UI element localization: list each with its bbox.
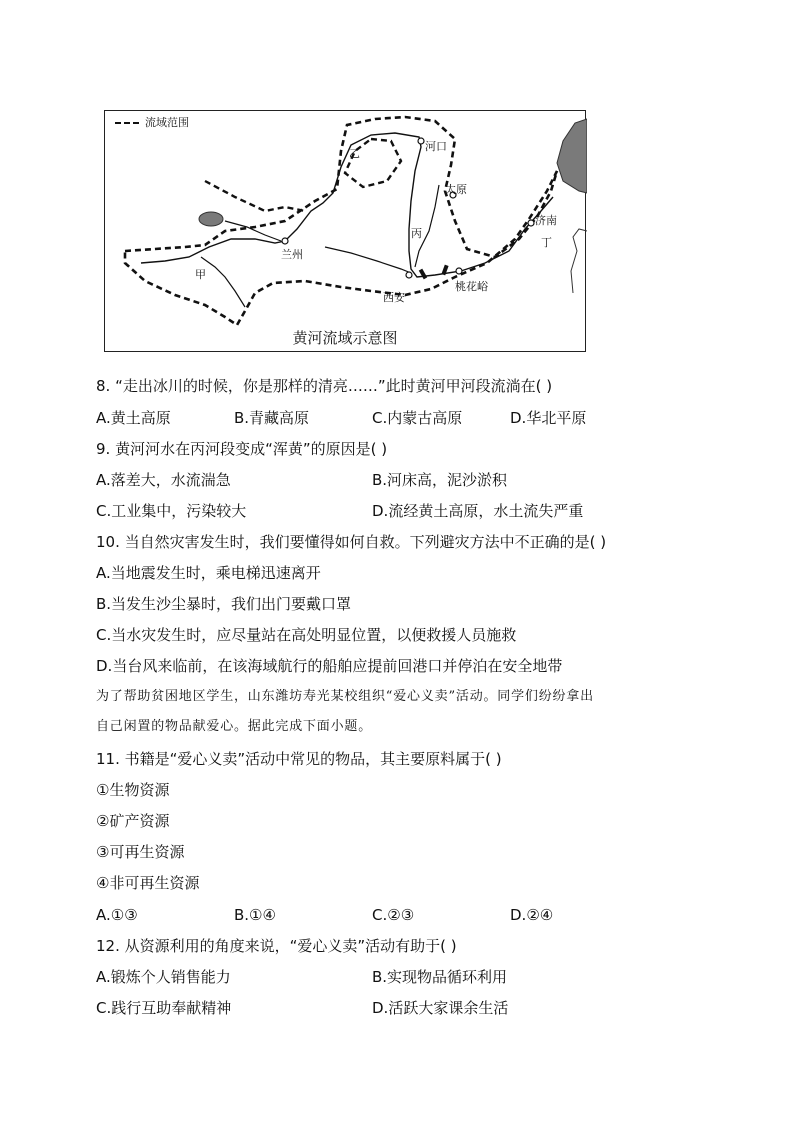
q12-option-c: C.践行互助奉献精神 [96, 999, 232, 1017]
label-xian: 西安 [383, 291, 405, 304]
label-ding: 丁 [541, 236, 552, 249]
passage-line-2: 自己闲置的物品献爱心。据此完成下面小题。 [96, 719, 373, 734]
q12-option-a: A.锻炼个人销售能力 [96, 968, 231, 986]
q12-option-d: D.活跃大家课余生活 [372, 999, 509, 1017]
q8-option-a: A.黄土高原 [96, 409, 171, 427]
q8-option-b: B.青藏高原 [234, 409, 310, 427]
q12-stem: 12. 从资源利用的角度来说，“爱心义卖”活动有助于( ) [96, 937, 457, 955]
coastline-south [571, 229, 587, 293]
q10-option-d: D.当台风来临前，在该海域航行的船舶应提前回港口并停泊在安全地带 [96, 657, 563, 675]
q11-option-a: A.①③ [96, 906, 138, 924]
q10-stem: 10. 当自然灾害发生时，我们要懂得如何自救。下列避灾方法中不正确的是( ) [96, 533, 607, 551]
dam-marker-1 [419, 269, 427, 280]
q9-stem: 9. 黄河河水在丙河段变成“浑黄”的原因是( ) [96, 440, 388, 458]
q11-item-1: ①生物资源 [96, 781, 170, 799]
basin-boundary [125, 117, 557, 325]
hekou-marker [418, 138, 424, 144]
q10-option-c: C.当水灾发生时，应尽量站在高处明显位置，以便救援人员施救 [96, 626, 517, 644]
inner-boundary [205, 181, 305, 211]
jinan-marker [528, 220, 534, 226]
q11-option-b: B.①④ [234, 906, 276, 924]
label-taiyuan: 太原 [445, 183, 467, 196]
q11-stem: 11. 书籍是“爱心义卖”活动中常见的物品，其主要原料属于( ) [96, 750, 502, 768]
map-drawing [105, 111, 587, 353]
q8-option-c: C.内蒙古高原 [372, 409, 463, 427]
legend-label: 流域范围 [145, 116, 189, 129]
q8-option-d: D.华北平原 [510, 409, 587, 427]
q11-item-4: ④非可再生资源 [96, 874, 200, 892]
q8-stem: 8. “走出冰川的时候，你是那样的清亮……”此时黄河甲河段流淌在( ) [96, 377, 553, 395]
q12-option-b: B.实现物品循环利用 [372, 968, 508, 986]
label-hekou: 河口 [425, 140, 447, 153]
legend-dash-sample [115, 122, 139, 124]
map-title: 黄河流域示意图 [292, 329, 398, 347]
q11-item-3: ③可再生资源 [96, 843, 185, 861]
yellow-river-map [104, 110, 586, 352]
q11-item-2: ②矿产资源 [96, 812, 170, 830]
q10-option-a: A.当地震发生时，乘电梯迅速离开 [96, 564, 321, 582]
label-jia: 甲 [195, 268, 206, 281]
lanzhou-marker [282, 238, 288, 244]
passage-line-1: 为了帮助贫困地区学生，山东潍坊寿光某校组织“爱心义卖”活动。同学们纷纷拿出 [96, 689, 594, 704]
tributary-wei [325, 247, 411, 273]
q9-option-c: C.工业集中，污染较大 [96, 502, 247, 520]
label-jinan: 济南 [535, 214, 557, 227]
qinghai-lake-shape [199, 212, 223, 226]
q9-option-b: B.河床高，泥沙淤积 [372, 471, 508, 489]
q11-option-d: D.②④ [510, 906, 554, 924]
label-yi: 乙 [349, 147, 360, 160]
tributary-fen [415, 185, 439, 267]
label-lanzhou: 兰州 [281, 248, 303, 261]
bohai-sea-shape [557, 119, 587, 193]
q10-option-b: B.当发生沙尘暴时，我们出门要戴口罩 [96, 595, 352, 613]
label-bing: 丙 [411, 227, 422, 240]
yellow-river-main [141, 133, 553, 277]
taohuayu-marker [456, 268, 462, 274]
q11-option-c: C.②③ [372, 906, 415, 924]
tributary-tao [201, 257, 245, 307]
xian-marker [406, 272, 412, 278]
q9-option-a: A.落差大，水流湍急 [96, 471, 231, 489]
label-taohuayu: 桃花峪 [455, 280, 488, 293]
q9-option-d: D.流经黄土高原，水土流失严重 [372, 502, 584, 520]
